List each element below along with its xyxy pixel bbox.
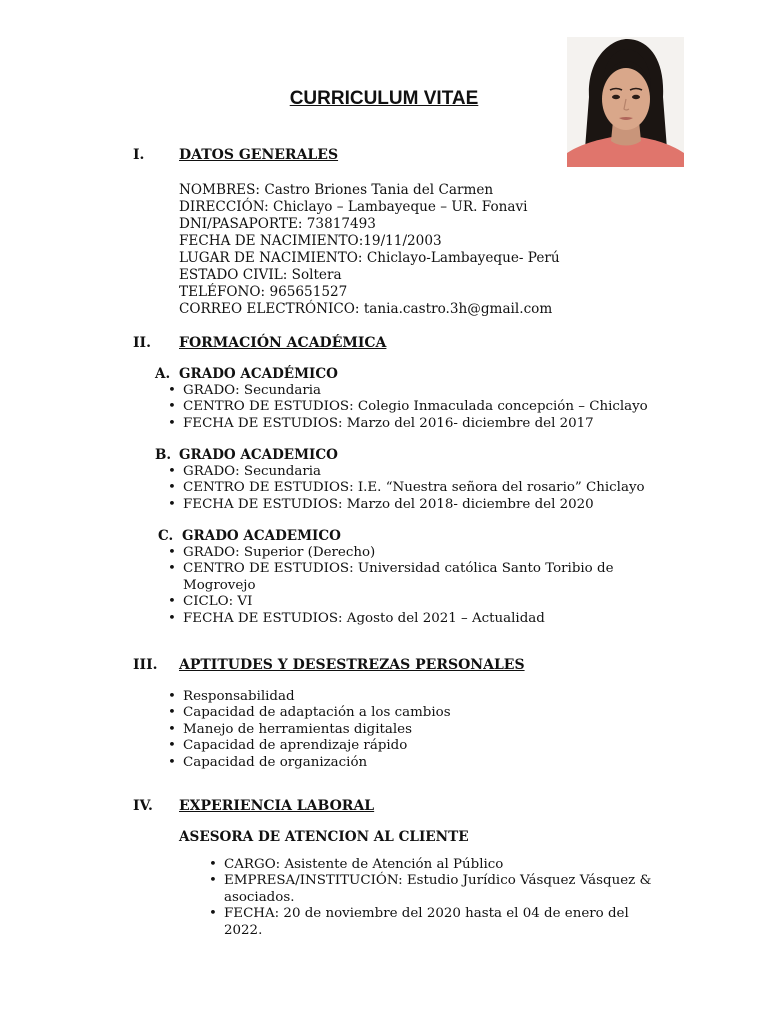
subsection-heading-a xyxy=(155,366,338,382)
field-correo: CORREO ELECTRÓNICO: tania.castro.3h@gmail.com xyxy=(179,301,553,317)
list-item: • CICLO: VI xyxy=(166,594,636,610)
list-item: • Manejo de herramientas digitales xyxy=(166,722,646,738)
field-telefono: TELÉFONO: 965651527 xyxy=(179,284,348,300)
subsection-title: GRADO ACADEMICO xyxy=(182,528,341,544)
subsection-title: GRADO ACADEMICO xyxy=(179,447,338,463)
subsection-letter: B. xyxy=(155,447,172,463)
section-title-datos-generales: DATOS GENERALES xyxy=(179,147,339,163)
formacion-a-list xyxy=(166,383,686,432)
subsection-heading-b xyxy=(155,447,338,463)
list-item: • CENTRO DE ESTUDIOS: Universidad católica Santo Toribio de Mogrovejo xyxy=(166,561,636,594)
list-item: • GRADO: Secundaria xyxy=(166,383,686,399)
field-lugar-nacimiento: LUGAR DE NACIMIENTO: Chiclayo-Lambayeque- Perú xyxy=(179,250,560,266)
section-number: I. xyxy=(133,147,145,163)
section-number: III. xyxy=(133,657,158,673)
experiencia-list xyxy=(207,857,667,939)
list-item: • GRADO: Superior (Derecho) xyxy=(166,545,636,561)
list-item: • CARGO: Asistente de Atención al Público xyxy=(207,857,667,873)
section-title-aptitudes: APTITUDES Y DESESTREZAS PERSONALES xyxy=(179,657,525,673)
field-dni: DNI/PASAPORTE: 73817493 xyxy=(179,216,376,232)
list-item: • CENTRO DE ESTUDIOS: I.E. “Nuestra señora del rosario” Chiclayo xyxy=(166,480,686,496)
list-item: • Capacidad de organización xyxy=(166,755,646,771)
list-item: • FECHA DE ESTUDIOS: Agosto del 2021 – Actualidad xyxy=(166,611,636,627)
list-item: • FECHA DE ESTUDIOS: Marzo del 2018- diciembre del 2020 xyxy=(166,497,686,513)
list-item: • CENTRO DE ESTUDIOS: Colegio Inmaculada concepción – Chiclayo xyxy=(166,399,686,415)
list-item: • GRADO: Secundaria xyxy=(166,464,686,480)
subsection-letter: C. xyxy=(158,528,174,544)
field-nombres: NOMBRES: Castro Briones Tania del Carmen xyxy=(179,182,494,198)
list-item: • FECHA DE ESTUDIOS: Marzo del 2016- diciembre del 2017 xyxy=(166,416,686,432)
section-title-formacion: FORMACIÓN ACADÉMICA xyxy=(179,335,387,351)
field-fecha-nacimiento: FECHA DE NACIMIENTO:19/11/2003 xyxy=(179,233,442,249)
page-title: CURRICULUM VITAE xyxy=(289,88,479,109)
formacion-c-list xyxy=(166,545,636,627)
list-item: • Responsabilidad xyxy=(166,689,646,705)
experience-title: ASESORA DE ATENCION AL CLIENTE xyxy=(179,829,469,845)
field-estado-civil: ESTADO CIVIL: Soltera xyxy=(179,267,342,283)
section-title-experiencia: EXPERIENCIA LABORAL xyxy=(179,798,375,814)
subsection-letter: A. xyxy=(155,366,171,382)
section-number: II. xyxy=(133,335,151,351)
list-item: • FECHA: 20 de noviembre del 2020 hasta el 04 de enero del 2022. xyxy=(207,906,667,939)
list-item: • Capacidad de adaptación a los cambios xyxy=(166,705,646,721)
list-item: • EMPRESA/INSTITUCIÓN: Estudio Jurídico Vásquez Vásquez & asociados. xyxy=(207,873,667,906)
portrait-image xyxy=(567,37,684,167)
profile-photo xyxy=(567,37,684,167)
field-direccion: DIRECCIÓN: Chiclayo – Lambayeque – UR. Fonavi xyxy=(179,199,528,215)
formacion-b-list xyxy=(166,464,686,513)
section-number: IV. xyxy=(133,798,153,814)
aptitudes-list xyxy=(166,689,646,771)
subsection-heading-c xyxy=(158,528,341,544)
subsection-title: GRADO ACADÉMICO xyxy=(179,366,338,382)
list-item: • Capacidad de aprendizaje rápido xyxy=(166,738,646,754)
